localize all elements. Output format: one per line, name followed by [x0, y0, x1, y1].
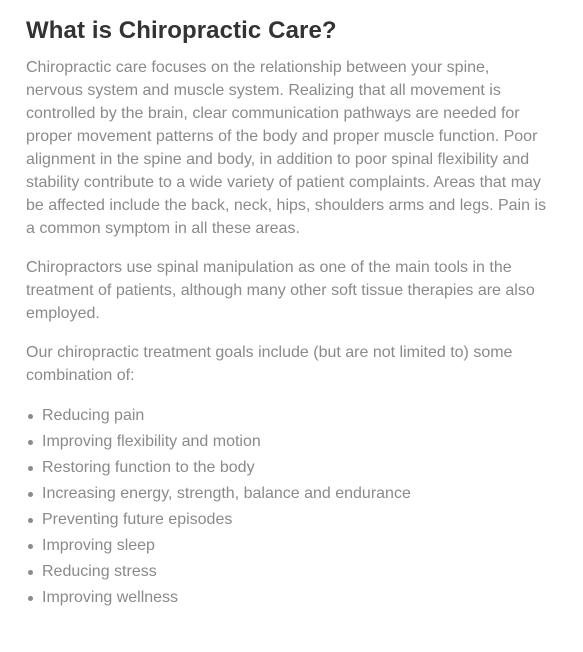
bullet-icon	[28, 570, 33, 575]
list-item-label: Improving sleep	[42, 537, 155, 554]
goals-intro-paragraph: Our chiropractic treatment goals include (but are not limited to) some combination of:	[26, 344, 513, 384]
list-item-label: Reducing pain	[42, 407, 145, 424]
list-item	[26, 429, 546, 455]
list-item	[26, 455, 546, 481]
list-item-label: Reducing stress	[42, 563, 157, 580]
bullet-icon	[28, 466, 33, 471]
manipulation-paragraph: Chiropractors use spinal manipulation as one of the main tools in the treatment of patients, although many other soft tissue therapies are also employed.	[26, 259, 535, 322]
list-item-label: Preventing future episodes	[42, 511, 233, 528]
list-item	[26, 403, 546, 429]
list-item	[26, 533, 546, 559]
intro-paragraph: Chiropractic care focuses on the relationship between your spine, nervous system and muscle system. Realizing that all movement is controlled by the brain, clear communication pathways are needed for proper movement patterns of the body and proper muscle function. Poor alignment in the spine and body, in addition to poor spinal flexibility and stability contribute to a wide variety of patient complaints. Areas that may be affected include the back, neck, hips, shoulders arms and legs. Pain is a common symptom in all these areas.	[26, 59, 547, 237]
bullet-icon	[28, 544, 33, 549]
article	[26, 14, 546, 611]
list-item	[26, 481, 546, 507]
list-item	[26, 585, 546, 611]
bullet-icon	[28, 518, 33, 523]
bullet-icon	[28, 414, 33, 419]
list-item-label: Improving flexibility and motion	[42, 433, 261, 450]
list-item	[26, 507, 546, 533]
page-title: What is Chiropractic Care?	[26, 17, 337, 44]
list-item	[26, 559, 546, 585]
list-item-label: Restoring function to the body	[42, 459, 255, 476]
bullet-icon	[28, 492, 33, 497]
bullet-icon	[28, 596, 33, 601]
bullet-icon	[28, 440, 33, 445]
goals-list	[26, 403, 546, 611]
list-item-label: Increasing energy, strength, balance and endurance	[42, 485, 411, 502]
list-item-label: Improving wellness	[42, 589, 179, 606]
